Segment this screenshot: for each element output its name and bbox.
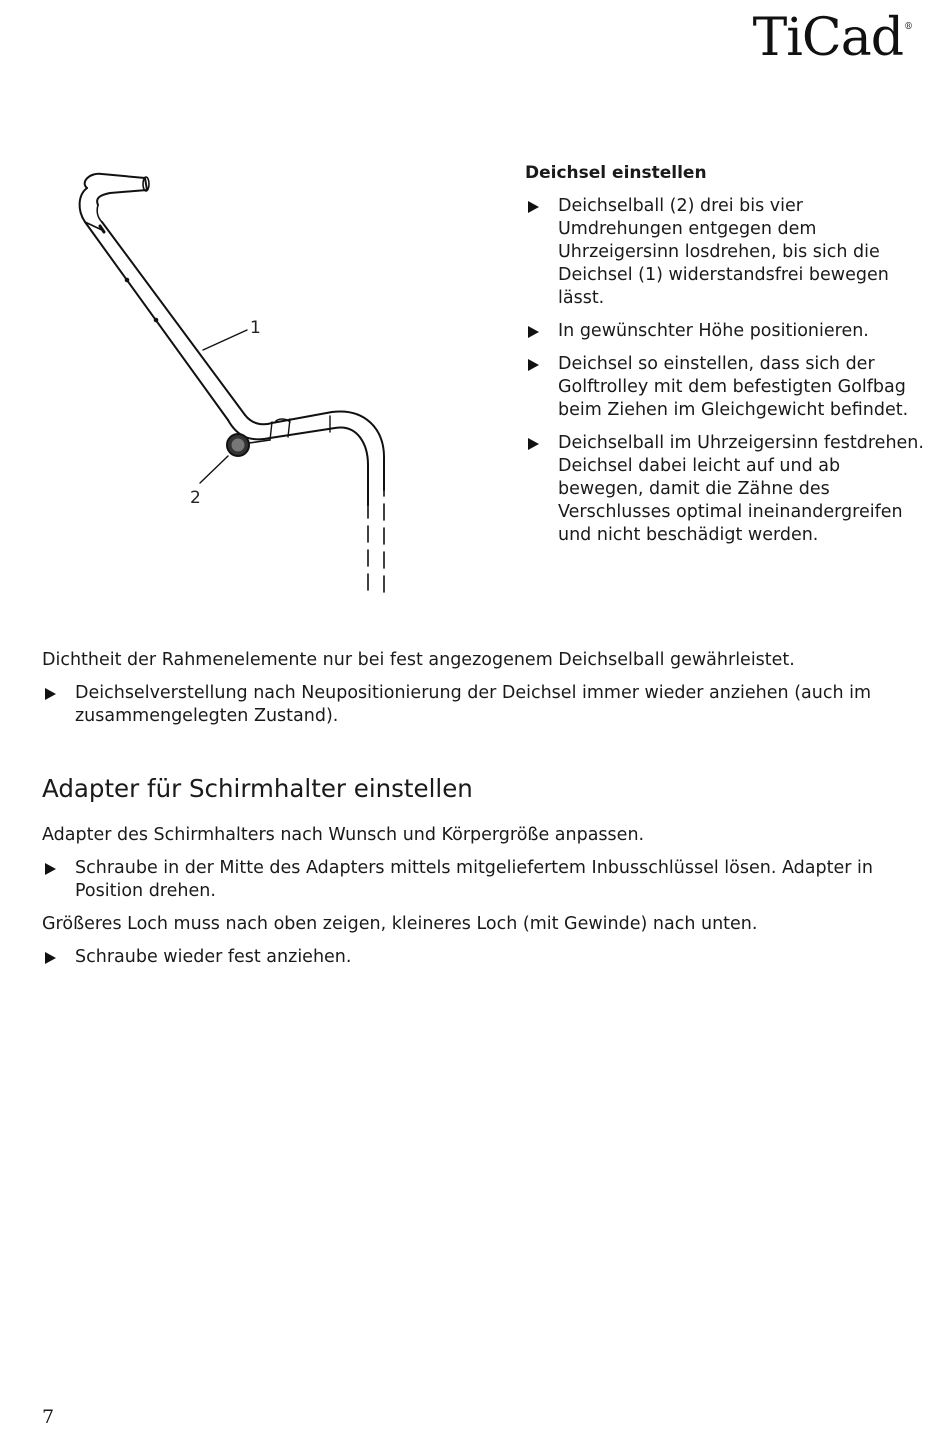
leader-line-2 [200, 456, 228, 483]
step-list [42, 946, 927, 969]
shaft-dot-1 [125, 278, 129, 282]
step-text: Deichselball (2) drei bis vier Umdrehungen entgegen dem Uhrzeigersinn losdrehen, bis sich die Deichsel (1) widerstandsfrei bewegen lässt. [558, 196, 889, 308]
list-item [42, 946, 927, 969]
bullet-triangle-icon [528, 326, 539, 338]
leader-line-1 [203, 330, 247, 350]
page-number: 7 [42, 1406, 55, 1428]
shaft-dot-2 [154, 318, 158, 322]
shaft-ring [100, 226, 104, 232]
callout-1: 1 [250, 318, 261, 338]
step-list [525, 195, 925, 547]
list-item [525, 432, 925, 547]
list-item [525, 353, 925, 422]
logo-text: TiCad [752, 8, 903, 68]
brand-logo [753, 8, 912, 68]
deichsel-section [525, 163, 925, 557]
step-list [42, 857, 927, 903]
shaft-right [102, 222, 245, 415]
bullet-triangle-icon [45, 863, 56, 875]
list-item [42, 682, 927, 728]
list-item [42, 857, 927, 903]
step-text: Schraube in der Mitte des Adapters mittels mitgeliefertem Inbusschlüssel lösen. Adapter in Position drehen. [75, 858, 873, 901]
bullet-triangle-icon [45, 688, 56, 700]
grip-bend-outer [80, 188, 87, 222]
grip-bend-inner [97, 205, 102, 222]
bullet-triangle-icon [528, 201, 539, 213]
bullet-triangle-icon [45, 952, 56, 964]
registered-mark: ® [904, 22, 912, 32]
adapter-section [42, 774, 927, 979]
lower-bend-inner [245, 411, 384, 490]
grip-outline [85, 174, 147, 205]
handle-drawing [40, 160, 460, 600]
paragraph: Adapter des Schirmhalters nach Wunsch und Körpergröße anpassen. [42, 825, 645, 845]
list-item [525, 320, 925, 343]
bullet-triangle-icon [528, 359, 539, 371]
step-text: Schraube wieder fest anziehen. [75, 947, 352, 967]
list-item [525, 195, 925, 310]
section-title: Adapter für Schirmhalter einstellen [42, 774, 473, 803]
dichtheit-section [42, 649, 927, 738]
bullet-triangle-icon [528, 438, 539, 450]
lower-bend-outer [228, 420, 368, 505]
knob-center [232, 439, 244, 451]
paragraph: Dichtheit der Rahmenelemente nur bei fest angezogenem Deichselball gewährleistet. [42, 650, 795, 670]
knob-stem [249, 440, 270, 443]
step-text: Deichsel so einstellen, dass sich der Golftrolley mit dem befestigten Golfbag beim Ziehen im Gleichgewicht befindet. [558, 354, 909, 420]
section-heading: Deichsel einstellen [525, 163, 707, 183]
callout-2: 2 [190, 488, 201, 508]
step-text: Deichselverstellung nach Neupositionierung der Deichsel immer wieder anziehen (auch im zusammengelegten Zustand). [75, 683, 872, 726]
paragraph: Größeres Loch muss nach oben zeigen, kleineres Loch (mit Gewinde) nach unten. [42, 914, 758, 934]
step-text: In gewünschter Höhe positionieren. [558, 321, 869, 341]
handle-illustration [40, 160, 460, 600]
step-text: Deichselball im Uhrzeigersinn festdrehen. Deichsel dabei leicht auf und ab bewegen, damit die Zähne des Verschlusses optimal ineinandergreifen und nicht beschädigt werden. [558, 433, 924, 545]
step-list [42, 682, 927, 728]
